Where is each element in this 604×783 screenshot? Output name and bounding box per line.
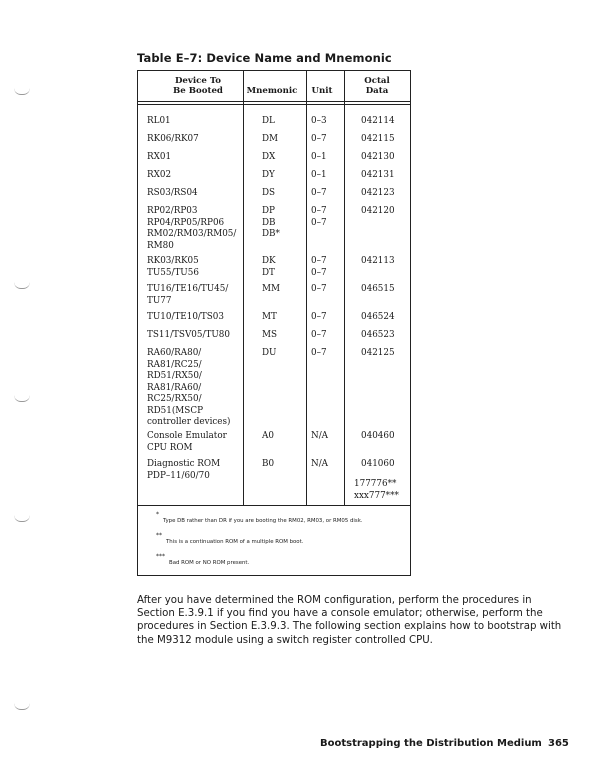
unit-cell: 0–7 bbox=[311, 188, 327, 198]
octal-cell: 042113 bbox=[361, 256, 395, 266]
octal-cell: 042130 bbox=[361, 152, 395, 162]
device-cell: RA60/RA80/ RA81/RC25/ RD51/RX50/ RA81/RA60/ RC25/RX50/ RD51(MSCP controller devices) bbox=[147, 348, 231, 427]
unit-cell: 0–1 bbox=[311, 152, 327, 162]
unit-cell: N/A bbox=[311, 431, 329, 441]
footnote bbox=[156, 511, 363, 524]
octal-cell: 046515 bbox=[361, 284, 395, 294]
device-cell: RP02/RP03 RP04/RP05/RP06 RM02/RM03/RM05/ RM80 bbox=[147, 206, 237, 251]
mnemonic-cell: MT bbox=[262, 312, 277, 322]
running-footer: Bootstrapping the Distribution Medium bbox=[320, 738, 542, 749]
unit-cell: 0–7 bbox=[311, 330, 327, 340]
unit-cell: 0–7 bbox=[311, 284, 327, 294]
device-mnemonic-table bbox=[137, 70, 411, 576]
device-cell: Console Emulator CPU ROM bbox=[147, 431, 227, 453]
octal-cell: 041060 bbox=[361, 459, 395, 469]
column-divider bbox=[243, 71, 244, 505]
octal-cell: 042115 bbox=[361, 134, 395, 144]
body-paragraph: After you have determined the ROM configuration, perform the procedures in Section E.3.9.1 if you find you have a console emulator; otherwise, perform the procedures in Section E.3.9.3. The following section explains how to bootstrap with the M9312 module using a switch register controlled CPU. bbox=[137, 595, 562, 646]
device-cell: Diagnostic ROM PDP–11/60/70 bbox=[147, 459, 221, 481]
footnote-text: Type DB rather than DR if you are booting the RM02, RM03, or RM05 disk. bbox=[163, 517, 363, 524]
header-mnemonic: Mnemonic bbox=[246, 86, 298, 96]
unit-cell: 0–7 bbox=[311, 348, 327, 358]
mnemonic-cell: DS bbox=[262, 188, 276, 198]
header-rule bbox=[138, 101, 410, 102]
device-cell: RK03/RK05 TU55/TU56 bbox=[147, 256, 199, 278]
device-cell: TS11/TSV05/TU80 bbox=[147, 330, 230, 340]
header-device: Device To Be Booted bbox=[173, 76, 223, 96]
mnemonic-cell: DL bbox=[262, 116, 275, 126]
page-number: 365 bbox=[548, 738, 569, 749]
footnote-mark: ** bbox=[156, 532, 162, 539]
column-divider bbox=[344, 71, 345, 505]
device-cell: RS03/RS04 bbox=[147, 188, 198, 198]
mnemonic-cell: DM bbox=[262, 134, 279, 144]
mnemonic-cell: DX bbox=[262, 152, 276, 162]
footnote-text: This is a continuation ROM of a multiple ROM boot. bbox=[166, 538, 304, 545]
octal-cell: 042131 bbox=[361, 170, 395, 180]
unit-cell: 0–7 bbox=[311, 134, 327, 144]
mnemonic-cell: MS bbox=[262, 330, 278, 340]
footnote bbox=[156, 532, 304, 545]
unit-cell: 0–1 bbox=[311, 170, 327, 180]
footnote bbox=[156, 553, 250, 566]
footnote-text: Bad ROM or NO ROM present. bbox=[169, 559, 250, 566]
unit-cell: 0–7 0–7 bbox=[311, 206, 327, 228]
mnemonic-cell: DU bbox=[262, 348, 277, 358]
header-octal: Octal Data bbox=[364, 76, 390, 96]
unit-cell: 0–7 0–7 bbox=[311, 256, 327, 278]
octal-cell: 177776** xxx777*** bbox=[354, 479, 399, 501]
binding-mark bbox=[14, 395, 30, 402]
mnemonic-cell: DK DT bbox=[262, 256, 276, 278]
footnote-mark: * bbox=[156, 511, 159, 518]
binding-mark bbox=[14, 88, 30, 95]
binding-mark bbox=[14, 515, 30, 522]
mnemonic-cell: A0 bbox=[262, 431, 274, 441]
footnote-rule bbox=[138, 505, 410, 506]
unit-cell: 0–7 bbox=[311, 312, 327, 322]
footnote-mark: *** bbox=[156, 553, 165, 560]
octal-cell: 042114 bbox=[361, 116, 395, 126]
mnemonic-cell: B0 bbox=[262, 459, 275, 469]
header-unit: Unit bbox=[311, 86, 333, 96]
column-divider bbox=[306, 71, 307, 505]
unit-cell: 0–3 bbox=[311, 116, 327, 126]
octal-cell: 042120 bbox=[361, 206, 395, 216]
mnemonic-cell: DY bbox=[262, 170, 275, 180]
octal-cell: 042125 bbox=[361, 348, 395, 358]
mnemonic-cell: DP DB DB* bbox=[262, 206, 280, 239]
table-title: Table E–7: Device Name and Mnemonic bbox=[137, 51, 392, 65]
device-cell: RL01 bbox=[147, 116, 171, 126]
device-cell: RK06/RK07 bbox=[147, 134, 199, 144]
header-rule-double bbox=[138, 104, 410, 105]
binding-mark bbox=[14, 282, 30, 289]
device-cell: RX02 bbox=[147, 170, 172, 180]
device-cell: TU10/TE10/TS03 bbox=[147, 312, 224, 322]
mnemonic-cell: MM bbox=[262, 284, 281, 294]
octal-cell: 040460 bbox=[361, 431, 395, 441]
octal-cell: 046523 bbox=[361, 330, 395, 340]
octal-cell: 042123 bbox=[361, 188, 395, 198]
octal-cell: 046524 bbox=[361, 312, 395, 322]
binding-mark bbox=[14, 703, 30, 710]
device-cell: TU16/TE16/TU45/ TU77 bbox=[147, 284, 229, 306]
device-cell: RX01 bbox=[147, 152, 172, 162]
unit-cell: N/A bbox=[311, 459, 329, 469]
